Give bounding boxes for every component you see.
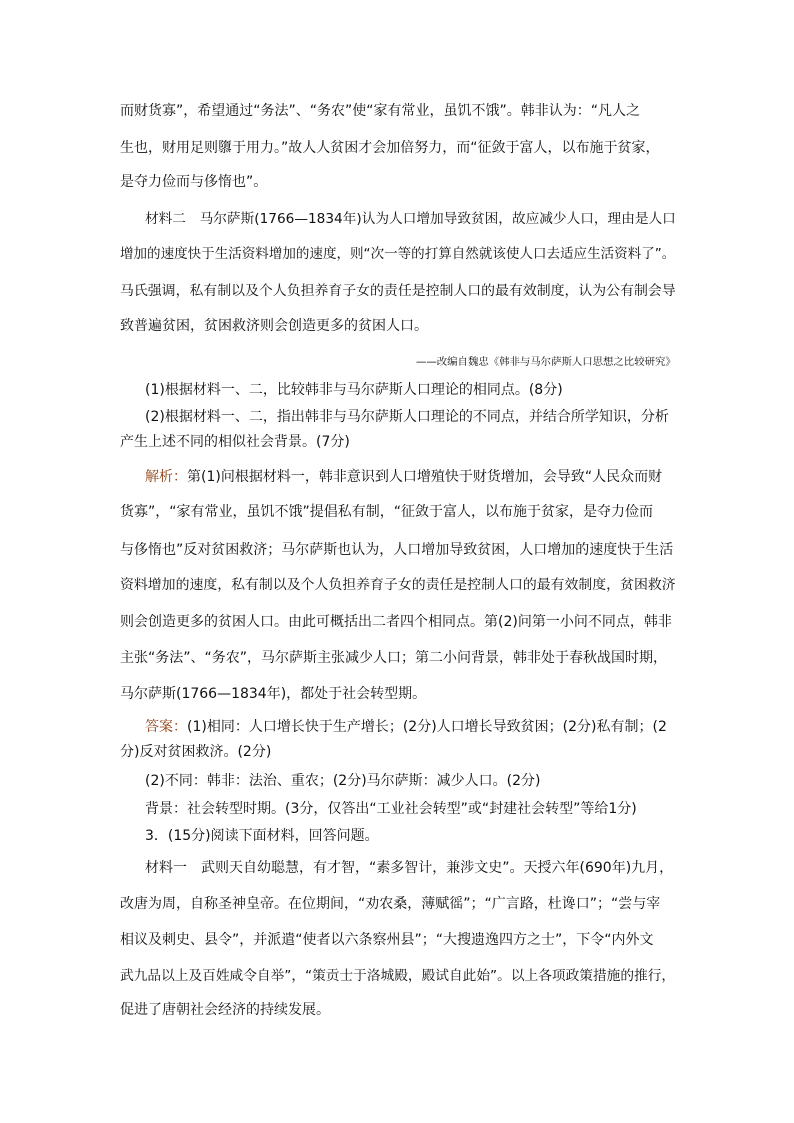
material1-line-2: 生也，财用足则隳于用力。”故人人贫困才会加倍努力，而“征敛于富人，以布施于贫家， xyxy=(120,140,660,156)
analysis-line-7: 马尔萨斯(1766—1834年)，都处于社会转型期。 xyxy=(120,686,427,702)
material2-line-4: 致普遍贫困，贫困救济则会创造更多的贫困人口。 xyxy=(120,318,428,334)
answer-line-4: 背景：社会转型时期。(3分，仅答出“工业社会转型”或“封建社会转型”等给1分) xyxy=(145,801,637,817)
answer-line-1 xyxy=(145,718,667,736)
question-3-heading: 3．(15分)阅读下面材料，回答问题。 xyxy=(145,828,379,844)
analysis-line-3: 与侈惰也”反对贫困救济；马尔萨斯也认为，人口增加导致贫困，人口增加的速度快于生活 xyxy=(120,542,674,558)
answer-text: (1)相同：人口增长快于生产增长；(2分)人口增长导致贫困；(2分)私有制；(2 xyxy=(187,719,667,735)
analysis-label: 解析： xyxy=(145,469,187,485)
material2-line-1: 材料二 马尔萨斯(1766—1834年)认为人口增加导致贫困，故应减少人口，理由是人口 xyxy=(145,211,676,227)
question-1: (1)根据材料一、二，比较韩非与马尔萨斯人口理论的相同点。(8分) xyxy=(145,382,563,398)
source-citation: ——改编自魏忠《韩非与马尔萨斯人口思想之比较研究》 xyxy=(416,356,676,368)
material2-line-2: 增加的速度快于生活资料增加的速度，则“次一等的打算自然就该使人口去适应生活资料了”。 xyxy=(120,246,676,262)
analysis-text: 第(1)问根据材料一，韩非意识到人口增殖快于财货增加，会导致“人民众而财 xyxy=(187,469,663,485)
answer-line-3: (2)不同：韩非：法治、重农；(2分)马尔萨斯：减少人口。(2分) xyxy=(145,773,541,789)
q3-material1-line-2: 改唐为周，自称圣神皇帝。在位期间，“劝农桑，薄赋徭”；“广言路，杜谗口”；“尝与宰 xyxy=(120,896,661,912)
material1-line-1: 而财货寡”，希望通过“务法”、“务农”使“家有常业，虽饥不饿”。韩非认为：“凡人之 xyxy=(120,103,641,119)
analysis-line-1 xyxy=(145,468,662,486)
question-2-line-2: 产生上述不同的相似社会背景。(7分) xyxy=(120,434,350,450)
answer-line-2: 分)反对贫困救济。(2分) xyxy=(120,744,272,760)
q3-material1-line-4: 武九品以上及百姓咸令自举”，“策贡士于洛城殿，殿试自此始”。以上各项政策措施的推行， xyxy=(120,968,676,984)
q3-material1-line-5: 促进了唐朝社会经济的持续发展。 xyxy=(120,1002,330,1018)
answer-label: 答案： xyxy=(145,719,187,735)
q3-material1-line-1: 材料一 武则天自幼聪慧，有才智，“素多智计，兼涉文史”。天授六年(690年)九月， xyxy=(145,860,674,876)
analysis-line-6: 主张“务法”、“务农”，马尔萨斯主张减少人口；第二小问背景，韩非处于春秋战国时期， xyxy=(120,650,668,666)
q3-material1-line-3: 相议及刺史、县令”，并派遣“使者以六条察州县”；“大搜遗逸四方之士”，下令“内外文 xyxy=(120,932,654,948)
analysis-line-5: 则会创造更多的贫困人口。由此可概括出二者四个相同点。第(2)问第一小问不同点，韩非 xyxy=(120,614,672,630)
material1-line-3: 是夺力俭而与侈惰也”。 xyxy=(120,174,268,190)
analysis-line-4: 资料增加的速度，私有制以及个人负担养育子女的责任是控制人口的最有效制度，贫困救济 xyxy=(120,577,676,593)
material2-line-3: 马氏强调，私有制以及个人负担养育子女的责任是控制人口的最有效制度，认为公有制会导 xyxy=(120,283,676,299)
question-2-line-1: (2)根据材料一、二，指出韩非与马尔萨斯人口理论的不同点，并结合所学知识，分析 xyxy=(145,409,669,425)
analysis-line-2: 货寡”，“家有常业，虽饥不饿”提倡私有制，“征敛于富人，以布施于贫家，是夺力俭而 xyxy=(120,504,654,520)
